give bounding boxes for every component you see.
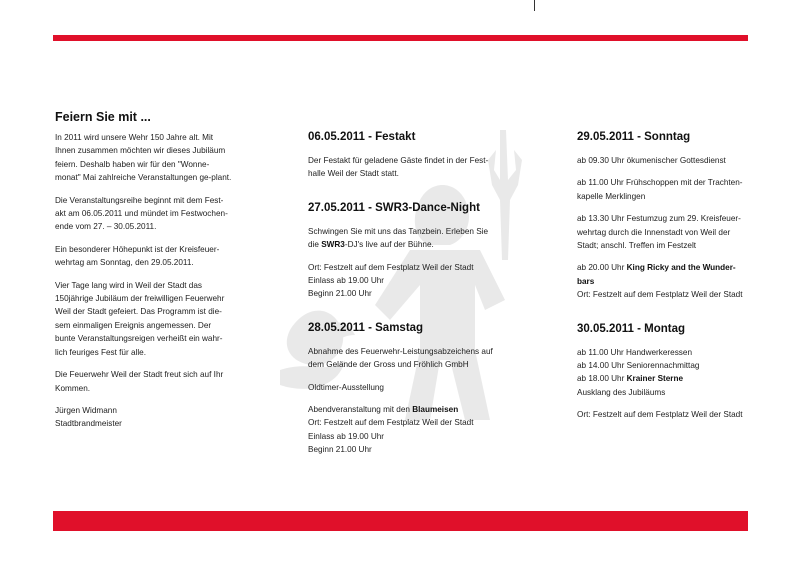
event-section-montag bbox=[577, 322, 745, 422]
event-heading: 29.05.2011 - Sonntag bbox=[577, 131, 691, 143]
fold-mark bbox=[534, 0, 535, 11]
event-text: Der Festakt für geladene Gäste findet in der Fest-halle Weil der Stadt statt. bbox=[308, 156, 489, 179]
event-text: ab 13.30 Uhr Festumzug zum 29. Kreisfeuer-wehrtag durch die Innenstadt von Weil der Stadt; anschl. Treffen im Festzelt bbox=[577, 214, 741, 251]
event-text: ab 11.00 Uhr Frühschoppen mit der Trachten-kapelle Merklingen bbox=[577, 178, 743, 201]
event-text: Ort: Festzelt auf dem Festplatz Weil der Stadt bbox=[577, 410, 743, 420]
signature-name: Jürgen Widmann bbox=[55, 405, 117, 415]
event-details: Abendveranstaltung mit den Blaumeisen Ort: Festzelt auf dem Festplatz Weil der Stadt Einlass ab 19.00 Uhr Beginn 21.00 Uhr bbox=[308, 405, 474, 455]
swr3-highlight: SWR3 bbox=[321, 240, 345, 250]
event-text: Schwingen Sie mit uns das Tanzbein. Erleben Sie die SWR3-DJ's live auf der Bühne. bbox=[308, 226, 489, 250]
events-column-1 bbox=[308, 130, 496, 477]
intro-paragraph: Vier Tage lang wird in Weil der Stadt das 150jährige Jubiläum der freiwilligen Feuerwehr Weil der Stadt gefeiert. Das Programm ist die-sem einmaligen Ereignis angemessen. Der bunte Veranstaltungsreigen verheißt ein wahr-lich feuriges Fest für alle. bbox=[55, 280, 225, 357]
event-heading: 28.05.2011 - Samstag bbox=[308, 321, 424, 334]
intro-heading: Feiern Sie mit ... bbox=[55, 110, 151, 124]
krainer-sterne-highlight: Krainer Sterne bbox=[626, 374, 684, 384]
intro-paragraph: Ein besonderer Höhepunkt ist der Kreisfeuer-wehrtag am Sonntag, den 29.05.2011. bbox=[55, 244, 220, 268]
top-red-bar bbox=[53, 35, 748, 41]
event-section-dance-night bbox=[308, 201, 496, 301]
event-section-samstag bbox=[308, 321, 496, 457]
intro-column bbox=[55, 110, 233, 431]
event-text: Abnahme des Feuerwehr-Leistungsabzeichens auf dem Gelände der Gross und Fröhlich GmbH bbox=[308, 346, 493, 370]
event-details: ab 11.00 Uhr Handwerkeressen ab 14.00 Uhr Seniorennachmittag ab 18.00 Uhr Krainer Sterne Ausklang des Jubiläums bbox=[577, 347, 700, 397]
intro-paragraph: Die Feuerwehr Weil der Stadt freut sich auf Ihr Kommen. bbox=[55, 370, 224, 393]
event-heading: 06.05.2011 - Festakt bbox=[308, 131, 416, 143]
signature-title: Stadtbrandmeister bbox=[55, 419, 122, 429]
band-highlight: King Ricky and the Wunder-bars bbox=[577, 263, 736, 286]
event-section-sonntag bbox=[577, 130, 745, 302]
event-heading: 27.05.2011 - SWR3-Dance-Night bbox=[308, 201, 480, 214]
blaumeisen-highlight: Blaumeisen bbox=[412, 405, 459, 415]
intro-paragraph: Die Veranstaltungsreihe beginnt mit dem Fest-akt am 06.05.2011 und mündet im Festwochen-ende vom 27. – 30.05.2011. bbox=[55, 195, 228, 232]
event-details: Ort: Festzelt auf dem Festplatz Weil der Stadt Einlass ab 19.00 Uhr Beginn 21.00 Uhr bbox=[308, 262, 474, 299]
event-details: ab 20.00 Uhr King Ricky and the Wunder-bars Ort: Festzelt auf dem Festplatz Weil der Stadt bbox=[577, 263, 743, 300]
bottom-red-bar bbox=[53, 511, 748, 531]
event-heading: 30.05.2011 - Montag bbox=[577, 322, 686, 335]
event-text: ab 09.30 Uhr ökumenischer Gottesdienst bbox=[577, 156, 726, 165]
event-section-festakt bbox=[308, 130, 496, 181]
intro-paragraph: In 2011 wird unsere Wehr 150 Jahre alt. Mit Ihnen zusammen möchten wir dieses Jubiläum feiern. Deshalb haben wir für den "Wonne-monat" Mai zahlreiche Veranstaltungen ge-plant. bbox=[55, 133, 232, 183]
events-column-2 bbox=[577, 130, 745, 442]
event-text: Oldtimer-Ausstellung bbox=[308, 382, 384, 392]
